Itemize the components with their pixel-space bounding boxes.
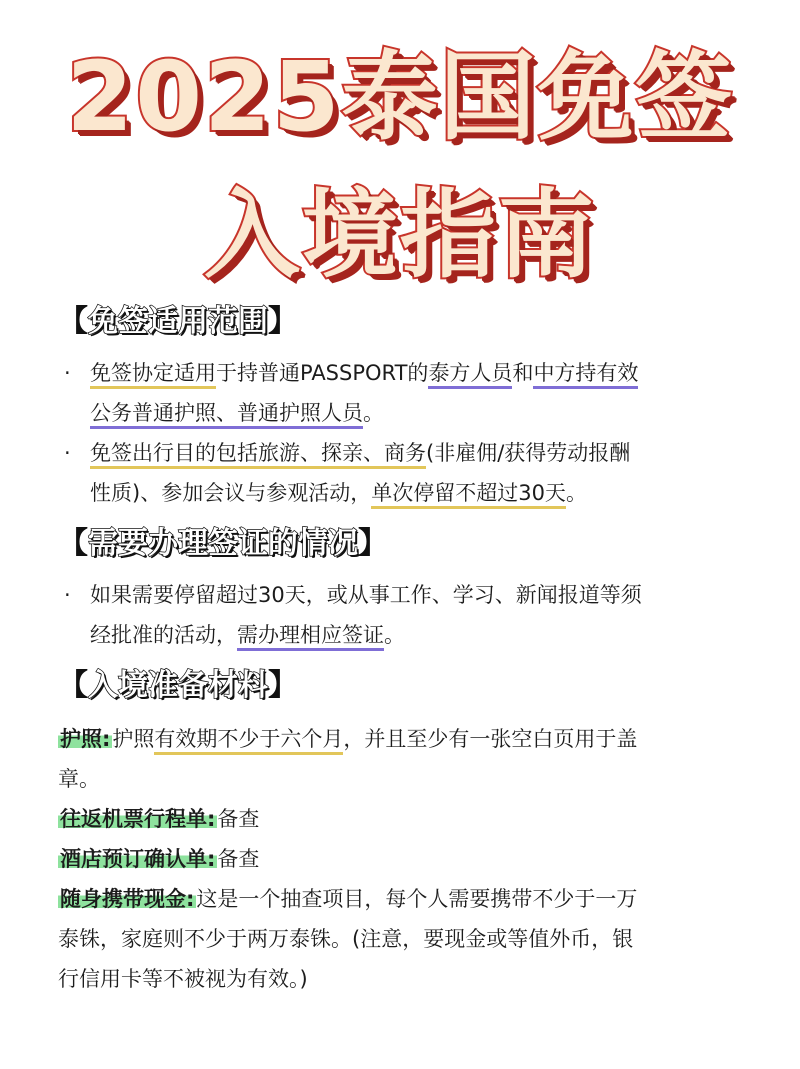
bullet-dot: · [64,583,71,607]
underlined-text: 单次停留不超过30天 [371,481,566,509]
underlined-text: 需办理相应签证 [237,623,384,651]
section-heading-text: 入境准备材料 [88,668,268,703]
list-item [64,353,704,433]
material-item-cash [58,879,738,999]
underlined-text: 公务普通护照、普通护照人员 [90,401,363,429]
text-segment: 如果需要停留超过30天，或从事工作、学习、新闻报道等须 [90,583,642,607]
material-item-passport [58,719,738,799]
section-heading-text: 免签适用范围 [88,304,268,339]
text-segment: ，并且至少有一张空白页用于盖 [343,727,638,751]
bullet-line [64,615,704,655]
material-key: 往返机票行程单: [60,807,216,831]
text-segment: 性质)、参加会议与参观活动， [90,481,372,505]
text-segment: 泰铢，家庭则不少于两万泰铢。(注意，要现金或等值外币，银 [58,927,634,951]
underlined-text: 有效期不少于六个月 [154,727,343,755]
bracket-left: 【 [58,304,88,339]
text-segment: 章。 [58,767,100,791]
underlined-text: 免签协定适用 [90,361,216,389]
text-segment: (非雇佣/获得劳动报酬 [426,441,631,465]
page-title-line1: 2025泰国免签 [66,41,734,153]
bracket-right: 】 [268,668,298,703]
bracket-left: 【 [58,668,88,703]
bullet-dot: · [64,361,71,385]
text-segment: 。 [384,623,405,647]
text-segment: 于持普通PASSPORT的 [216,361,429,385]
underlined-text: 泰方人员 [428,361,512,389]
material-key: 护照: [60,727,111,751]
material-key: 随身携带现金: [60,887,195,911]
section-heading-text: 需要办理签证的情况 [88,526,358,561]
material-key: 酒店预订确认单: [60,847,216,871]
bullet-dot: · [64,441,71,465]
text-segment: 和 [512,361,534,385]
underlined-text: 免签出行目的包括旅游、探亲、商务 [90,441,426,469]
section-heading-entry-materials [58,666,298,706]
text-segment: 。 [565,481,587,505]
bullet-line [64,575,704,615]
bullet-line [64,433,704,473]
page-title-line2: 入境指南 [204,179,596,291]
underlined-text: 中方持有效 [533,361,638,389]
material-item-hotel [58,839,738,879]
list-item [64,433,704,513]
text-segment: 。 [363,401,384,425]
bracket-right: 】 [268,304,298,339]
text-segment: 经批准的活动， [90,623,237,647]
bracket-right: 】 [358,526,388,561]
bullet-line [64,393,704,433]
text-segment: 备查 [217,847,260,871]
text-segment: 这是一个抽查项目，每个人需要携带不少于一万 [196,887,638,911]
section-heading-visa-required [58,524,388,564]
text-segment: 护照 [112,727,155,751]
text-segment: 行信用卡等不被视为有效。) [58,967,308,991]
list-item [64,575,704,655]
bracket-left: 【 [58,526,88,561]
material-item-flight [58,799,738,839]
bullet-line [64,473,704,513]
text-segment: 备查 [217,807,260,831]
bullet-line [64,353,704,393]
section-heading-visa-free-scope [58,302,298,342]
